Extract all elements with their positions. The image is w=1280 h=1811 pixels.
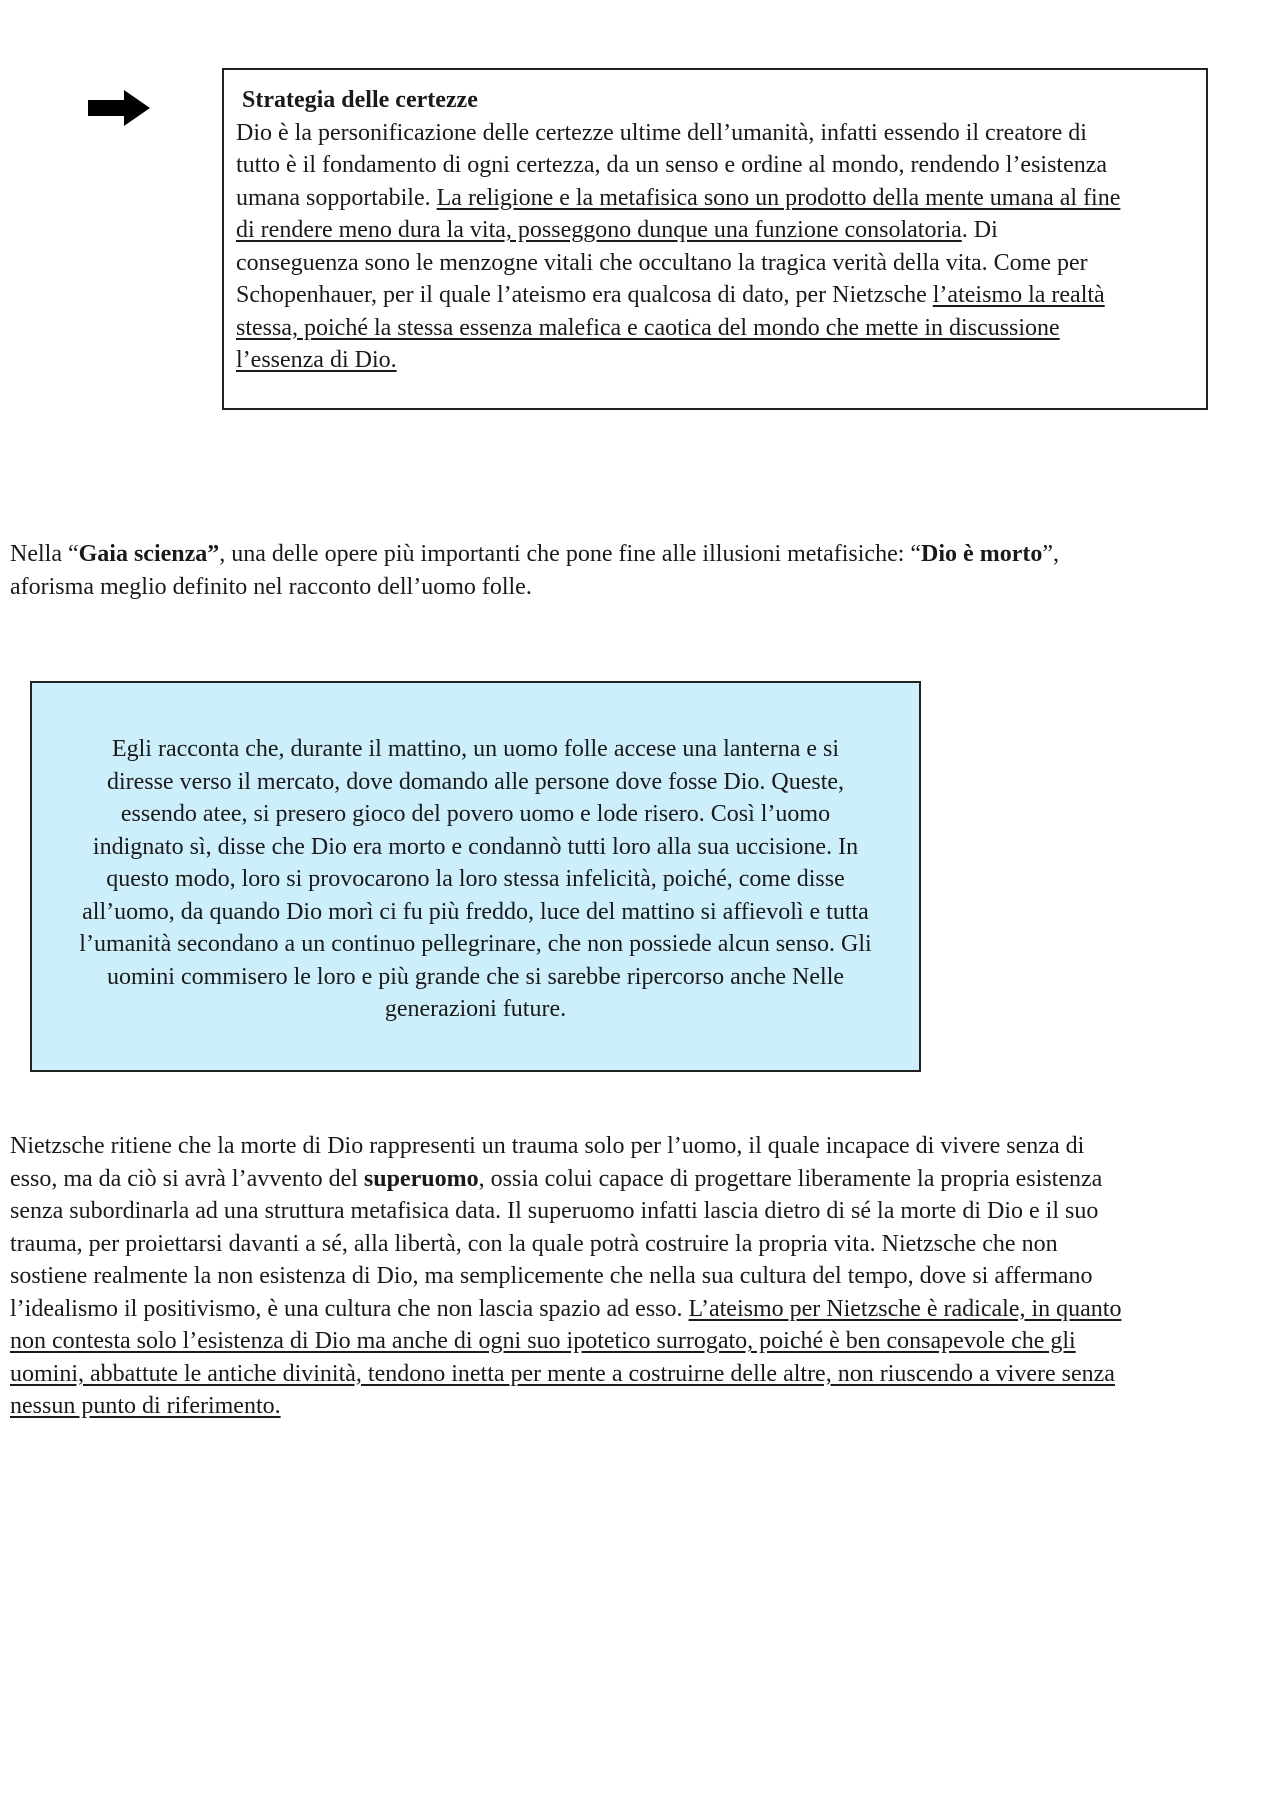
underlined-text: l’ateismo la realtà [932,282,1105,308]
paragraph-line: Nella “Gaia scienza”, una delle opere più importanti che pone fine alle illusioni metafisiche: “Dio è morto”, [10,541,1059,567]
paragraph-line: trauma, per proiettarsi davanti a sé, alla libertà, con la quale potrà costruire la propria vita. Nietzsche che non [10,1230,1058,1257]
box-line: indignato sì, disse che Dio era morto e condannò tutti loro alla sua uccisione. In [92,833,859,860]
underlined-text: La religione e la metafisica sono un prodotto della mente umana al fine [436,184,1121,211]
paragraph-line: Nietzsche ritiene che la morte di Dio rappresenti un trauma solo per l’uomo, il quale incapace di vivere senza di [10,1133,1085,1159]
box-line: l’umanità secondano a un continuo pellegrinare, che non possiede alcun senso. Gli [79,931,872,957]
box-line: Dio è la personificazione delle certezze ultime dell’umanità, infatti essendo il creatore di [236,119,1087,146]
right-arrow-icon [88,90,150,126]
underlined-text: di rendere meno dura la vita, posseggono dunque una funzione consolatoria [236,217,962,243]
paragraph-line: esso, ma da ciò si avrà l’avvento del superuomo, ossia colui capace di progettare liberamente la propria esistenza [10,1165,1103,1192]
box-line: Egli racconta che, durante il mattino, un uomo folle accese una lanterna e si [111,736,840,762]
superuomo-paragraph [10,1130,1235,1423]
box-line: diresse verso il mercato, dove domando alle persone dove fosse Dio. Queste, [106,768,845,795]
box-line: tutto è il fondamento di ogni certezza, da un senso e ordine al mondo, rendendo l’esistenza [236,152,1108,178]
paragraph-line: sostiene realmente la non esistenza di Dio, ma semplicemente che nella sua cultura del tempo, dove si affermano [10,1263,1093,1289]
box-line: essendo atee, si presero gioco del povero uomo e lode risero. Così l’uomo [120,801,831,827]
racconto-uomo-folle-box [30,681,921,1072]
underlined-text: L’ateismo per Nietzsche è radicale, in quanto [688,1295,1122,1322]
paragraph-line: aforisma meglio definito nel racconto dell’uomo folle. [10,573,532,600]
box-line [236,312,1194,345]
box-line: generazioni future. [384,996,567,1022]
bold-text: Dio è morto [921,541,1043,567]
box-line: uomini commisero le loro e più grande che si sarebbe ripercorso anche Nelle [106,963,845,990]
box-line: umana sopportabile. La religione e la metafisica sono un prodotto della mente umana al fine [236,184,1121,211]
box-line: all’uomo, da quando Dio morì ci fu più freddo, luce del mattino si affievolì e tutta [82,898,869,925]
underlined-text: non contesta solo l’esistenza di Dio ma anche di ogni suo ipotetico surrogato, poiché è ben consapevole che gli [10,1328,1076,1354]
box-line: Schopenhauer, per il quale l’ateismo era qualcosa di dato, per Nietzsche l’ateismo la realtà [236,282,1105,308]
strategia-certezze-box [222,68,1208,410]
box-line [236,344,1194,377]
bold-text: Gaia scienza” [78,541,220,567]
bold-text: superuomo [363,1165,479,1192]
paragraph-line: l’idealismo il positivismo, è una cultura che non lascia spazio ad esso. L’ateismo per Nietzsche è radicale, in quanto [10,1295,1122,1322]
paragraph-line [10,1325,1235,1358]
underlined-text: uomini, abbattute le antiche divinità, tendono inetta per mente a costruirne delle altre, non riuscendo a vivere senza [10,1360,1115,1387]
paragraph-line [10,1358,1235,1391]
paragraph-line [10,1390,1235,1423]
underlined-text: l’essenza di Dio. [236,347,397,373]
box-title: Strategia delle certezze [242,87,478,113]
underlined-text: nessun punto di riferimento. [10,1393,281,1419]
underlined-text: stessa, poiché la stessa essenza malefica e caotica del mondo che mette in discussione [236,314,1060,341]
box-line: conseguenza sono le menzogne vitali che occultano la tragica verità della vita. Come per [236,249,1088,276]
box-line: questo modo, loro si provocarono la loro stessa infelicità, poiché, come disse [106,866,845,892]
gaia-scienza-paragraph [10,538,1190,603]
paragraph-line: senza subordinarla ad una struttura metafisica data. Il superuomo infatti lascia dietro di sé la morte di Dio e il suo [10,1198,1099,1224]
box-line: di rendere meno dura la vita, posseggono dunque una funzione consolatoria. Di [236,217,998,243]
